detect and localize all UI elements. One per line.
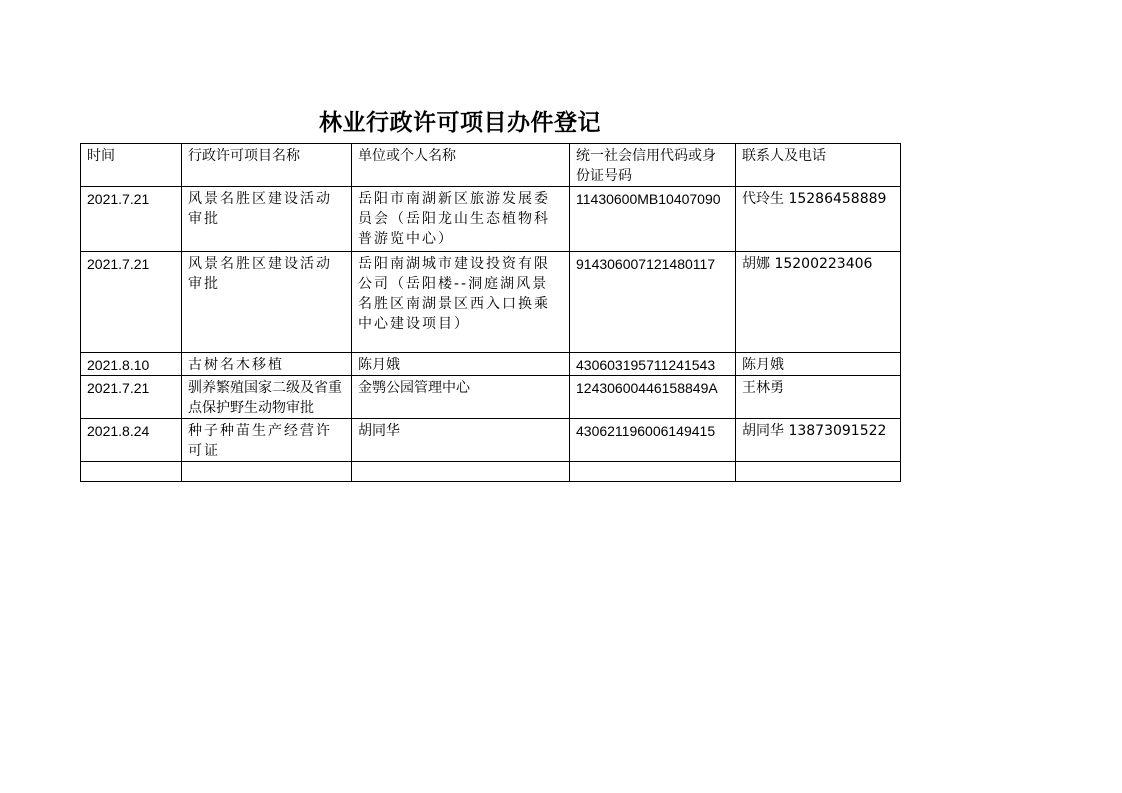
cell-contact bbox=[736, 462, 901, 482]
cell-permit-item bbox=[182, 462, 352, 482]
cell-date bbox=[81, 462, 182, 482]
cell-permit-item: 古树名木移植 bbox=[182, 353, 352, 376]
table-row bbox=[81, 376, 901, 419]
header-applicant: 单位或个人名称 bbox=[352, 144, 570, 187]
cell-applicant bbox=[352, 462, 570, 482]
cell-applicant: 岳阳市南湖新区旅游发展委员会（岳阳龙山生态植物科普游览中心） bbox=[352, 187, 570, 252]
registration-table bbox=[80, 143, 901, 482]
table-row bbox=[81, 252, 901, 353]
cell-applicant: 陈月娥 bbox=[352, 353, 570, 376]
header-date: 时间 bbox=[81, 144, 182, 187]
cell-applicant: 金鹗公园管理中心 bbox=[352, 376, 570, 419]
cell-permit-item: 驯养繁殖国家二级及省重点保护野生动物审批 bbox=[182, 376, 352, 419]
cell-date: 2021.7.21 bbox=[81, 252, 182, 353]
cell-permit-item: 风景名胜区建设活动审批 bbox=[182, 187, 352, 252]
cell-date: 2021.8.10 bbox=[81, 353, 182, 376]
cell-date: 2021.7.21 bbox=[81, 187, 182, 252]
cell-contact: 胡同华 13873091522 bbox=[736, 419, 901, 462]
cell-credit-code: 914306007121480117 bbox=[570, 252, 736, 353]
cell-permit-item: 种子种苗生产经营许可证 bbox=[182, 419, 352, 462]
table-row bbox=[81, 353, 901, 376]
header-contact: 联系人及电话 bbox=[736, 144, 901, 187]
cell-credit-code: 430621196006149415 bbox=[570, 419, 736, 462]
header-credit-code: 统一社会信用代码或身份证号码 bbox=[570, 144, 736, 187]
cell-contact: 胡娜 15200223406 bbox=[736, 252, 901, 353]
cell-date: 2021.7.21 bbox=[81, 376, 182, 419]
cell-contact: 代玲生 15286458889 bbox=[736, 187, 901, 252]
cell-date: 2021.8.24 bbox=[81, 419, 182, 462]
cell-credit-code bbox=[570, 462, 736, 482]
table-row bbox=[81, 462, 901, 482]
cell-credit-code: 12430600446158849A bbox=[570, 376, 736, 419]
document-title: 林业行政许可项目办件登记 bbox=[319, 110, 601, 136]
cell-permit-item: 风景名胜区建设活动审批 bbox=[182, 252, 352, 353]
cell-applicant: 胡同华 bbox=[352, 419, 570, 462]
table-header-row bbox=[81, 144, 901, 187]
cell-applicant: 岳阳南湖城市建设投资有限公司（岳阳楼--洞庭湖风景名胜区南湖景区西入口换乘中心建设项目） bbox=[352, 252, 570, 353]
cell-credit-code: 11430600MB10407090 bbox=[570, 187, 736, 252]
table-row bbox=[81, 419, 901, 462]
header-permit-item: 行政许可项目名称 bbox=[182, 144, 352, 187]
cell-contact: 陈月娥 bbox=[736, 353, 901, 376]
cell-contact: 王林勇 bbox=[736, 376, 901, 419]
table-row bbox=[81, 187, 901, 252]
cell-credit-code: 430603195711241543 bbox=[570, 353, 736, 376]
